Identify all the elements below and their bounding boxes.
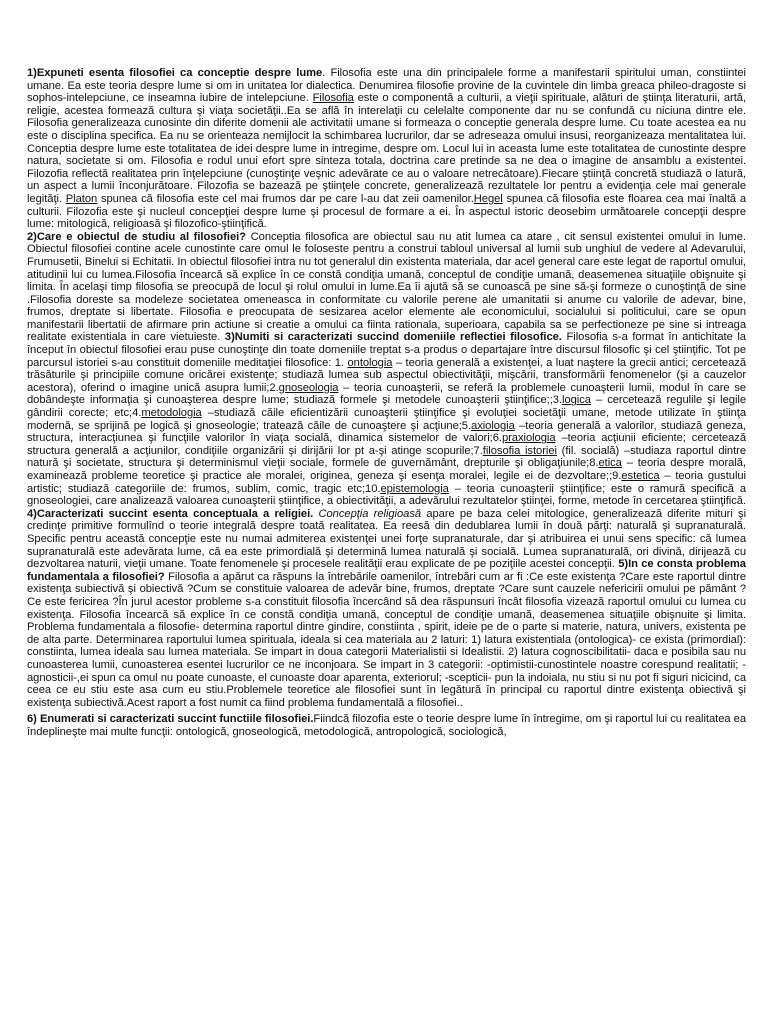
- body-text: – cercetează regulile şi legile gândirii corecte; etc;4.: [27, 394, 746, 420]
- question-heading: 3)Numiti si caracterizati succind domeniile reflectiei filosofice.: [224, 331, 562, 344]
- paragraph-2: [27, 231, 746, 710]
- question-heading: 2)Care e obiectul de studiu al filosofiei?: [27, 230, 246, 243]
- underlined-term: Filosofia: [312, 92, 354, 105]
- underlined-term: metodologia: [141, 407, 202, 420]
- body-text: apare pe baza celei mitologice, generalizează diferite mituri şi credinţe primitive formulînd o teorie integrală despre toată realitatea. Ea reesă din dedublarea lumii în două părţi: naturală şi supranaturală. Specific pentru această concepţie este nu numai admiterea existenţei unei forţe supranaturale, dar şi atribuirea ei unui sens specific: că lumea supranaturală este adevărata lume, că ea este primordială şi determină lumea naturală şi socială. Lumea supranaturală, ori divină, dirijează cu dezvoltarea naturii, vieţii umane. Toate fenomenele şi procesele realităţii erau explicate de pe poziţiile acestei concepţii.: [27, 507, 746, 571]
- body-text: Filosofia s-a format în antichitate la început în obiectul filosofiei erau puse cunoştinţe din toate domeniile treptat s-a produs o departajare între discursul filosofic şi cel ştiinţific. Tot pe parcursul istoriei s-au constituit domeniile meditaţiei filosofice: 1.: [27, 331, 746, 369]
- underlined-term: filosofia istoriei: [482, 444, 557, 457]
- paragraph-3: [27, 713, 746, 738]
- underlined-term: logica: [562, 394, 591, 407]
- body-text: – teoria cunoaşterii, se referă la problemele cunoaşterii lumii, modul în care se dobândeşte informaţia şi cunoaşterea despre lume; studiază formele şi metodele cunoaşterii ştiinţifice;;3.: [27, 381, 746, 407]
- underlined-term: gnoseologia: [278, 381, 339, 394]
- body-text: – teoria gustului artistic; studiază categoriile de: frumos, sublim, comic, tragic etc;10.: [27, 470, 746, 495]
- body-text: –studiază căile eficientizării cunoaşterii ştiinţifice şi evoluţiei societăţii umane, metode utilizate în ştiinţa modernă, se sprijină pe logică şi gnoseologie; tratează căile de cunoaştere şi acţiune;5.: [27, 407, 747, 432]
- underlined-term: estetica: [621, 470, 660, 482]
- underlined-term: praxiologia: [501, 432, 556, 445]
- underlined-term: axiologia: [471, 419, 515, 432]
- document-page: [27, 67, 746, 738]
- question-heading: 4)Caracterizati succint esenta conceptuala a religiei.: [27, 507, 314, 520]
- body-text: – teoria despre morală, examinează probleme teoretice şi practice ale moralei, originea, geneza şi esenţa moralei, legile ei de dezvoltare;;9.: [27, 457, 746, 482]
- underlined-term: Hegel: [473, 192, 503, 205]
- underlined-term: ontologia: [347, 356, 393, 369]
- body-text: este o componentă a culturii, a vieţii spirituale, alături de ştiinţa literaturii, artă, religie, acestea formează cultura şi viaţa societăţii..Ea se află în interelaţii cu celelalte componente dar nu se confundă cu niciuna dintre ele. Filosofia generalizeaza cunosinte din diferite domenii ale activitatii umane si formeaza o conceptie generala despre lume. Cu toate acestea ea nu este o disciplina specifica. Ea nu se orienteaza nemijlocit la schimbarea lucrurilor, dar se adreseaza omului insusi, reorganizeaza mentalitatea lui. Conceptia despre lume este totalitatea de idei despre lume in intregime, despre om. Locul lui in aceasta lume este totalitatea de cunostinte despre natura, societate si om. Filosofia e rodul unui efort spre sinteza totala, doctrina care pretinde sa ne dea o imagine de ansamblu a existentei. Filozofia reflectă realitatea prin înţelepciune (cunoştinţe veşnic adevărate ce au o valoare netrecătoare).Fiecare ştiinţă concretă studiază o latură, un aspect a lumii înconjurătoare. Filozofia se bazează pe ştiinţele concrete, generalizează rezultatele lor pentru a evidenţia cele mai generale legităţi.: [27, 92, 746, 205]
- body-text: Fiindcă filozofia este o teorie despre lume în întregime, om şi raportul lui cu realitatea ea îndeplineşte mai multe funcţii: ontologică, gnoseologică, metodologică, antropologică, sociologică,: [27, 713, 746, 738]
- body-text: –teoria generală a valorilor, studiază geneza, structura, interacţiunea şi funcţiile valorilor în viaţa socială, dinamica sistemelor de valori;6.: [27, 419, 746, 445]
- body-text: –teoria acţiunii eficiente; cercetează structura generală a acţiunilor, condiţiile organizării şi dirijării lor pt a-şi atinge scopurile;7.: [27, 432, 746, 457]
- body-text: Conceptia filosofica are obiectul sau nu atit lumea ca atare , cit sensul existentei omului in lume. Obiectul filosofiei contine acele cunostinte care omul le foloseste pentru a construi tabloul universal al lumii sub unghiul de vedere al Adevarului, Frumusetii, Binelui si Echitatii. In obiectul filosofiei intra nu tot generalul din existenta materiala, dar acel general care este legat de raportul omului, atitudinii lui cu lumea.Filosofia încearcă să explice în ce constă condiţia umană, conceptul de condiţie umană, deasemenea situaţiile obişnuite şi limita. În acelaşi timp filosofia se preocupă de locul şi rolul omului in lume.Ea îi ajută să se cunoască pe sine să-şi formeze o cunoştinţă de sine .Filosofia doreste sa modeleze societatea omeneasca in conformitate cu valorile perene ale umanitatii si anume cu valorile de adevar, bine, frumos, dreptate si libertate. Filosofia e preocupata de sesizarea acelor elemente ale economicului, socialului si politicului, care se opun manifestarii libertatii de afirmare prin actiune si creatie a omului ca fiinta rationala, superioara, capabila sa se perfectioneze pe sine si intreaga realitate existentiala in care vietuieste.: [27, 230, 746, 344]
- body-text: – teoria cunoaşterii ştiinţifice; este o ramură specifică a gnoseologiei, care analizează valoarea cunoaşterii ştiinţifice, a obiectivităţii, a adevărului rezultatelor ştiinţei, forme, metode în cercetarea ştiinţifică.: [27, 482, 747, 508]
- question-heading: 1)Expuneti esenta filosofiei ca conceptie despre lume: [27, 67, 323, 79]
- body-text: spunea că filosofia este floarea cea mai înaltă a culturii. Filozofia este şi nucleul concepţiei despre lume şi procesul de formare a ei. În aspectul istoric deosebim următoarele concepţii despre lume: mitologică, religioasă şi filozofico-ştiinţifică.: [27, 192, 746, 231]
- body-text: spunea că filosofia este cel mai frumos dar pe care l-au dat zeii oamenilor.: [97, 192, 474, 205]
- underlined-term: etica: [598, 457, 622, 470]
- question-heading: 6) Enumerati si caracterizati succint functiile filosofiei.: [27, 713, 314, 726]
- italic-term: Concepţia religioasă: [318, 507, 422, 520]
- question-heading: 5)In ce consta problema fundamentala a filosofiei?: [27, 558, 746, 583]
- body-text: Filosofia a apărut ca răspuns la întrebările oamenilor, întrebări cum ar fi :Ce este existenţa ?Care este raportul dintre existenţa subiectivă şi obiectivă ?Cum se constituie valoarea de adevăr bine, frumos, dreptate ?Care sunt cauzele nefericirii omului pe pământ ?Ce este fericirea ?În jurul acestor probleme s-a constituit filosofia încercând să dea răspunsuri încât filosofia vizează raportul omului cu lumea cu existenţa. Filosofia încearcă să explice în ce constă condiţia umană, conceptul de condiţie umană, deasemenea situaţiile obişnuite şi limita. Problema fundamentala a filosofie- determina raportul dintre gindire, constiinta , spirit, ideie pe de o parte si materie, natura, univers, existenta pe de alta parte. Determinarea raportului lumea spirituala, ideala si cea materiala au 2 laturi: 1) latura existentiala (ontologica)- ce exista (primordial): constiinta, lumea ideala sau lumea materiala. Se impart in doua categorii Materialistii si Idealistii. 2) latura cognoscibilitatii- daca e posibila sau nu cunoasterea lumii, cunoasterea esentei lucrurilor ce ne inconjoara. Se impart in 3 categorii: -optimistii-cunostintele noastre corespund realitatii; -agnosticii-,ei spun ca omul nu poate cunoaste, el cunoaste doar aparenta, exteriorul; -scepticii- pun la indoiala, nu stiu si nu pot fi siguri nicicind, ca ceea ce eu stiu este asa cum eu stiu.Problemele teoretice ale filosofiei sunt în legătură în principal cu raportul dintre existenţa obiectivă şi existenţa subiectivă.Acest raport a fost numit ca fiind problema fundamentală a filosofiei..: [27, 570, 746, 709]
- paragraph-1: [27, 67, 746, 231]
- body-text: – teoria generală a existenţei, a luat naştere la grecii antici; cercetează trăsăturile şi principiile comune oricărei existenţe; studiază lumea sub aspectul obiectivităţii, mişcării, transformării fenomenelor (şi a cauzelor acestora), oferind o imagine unică asupra lumii;2.: [27, 356, 746, 394]
- underlined-term: epistemologia: [380, 482, 449, 495]
- underlined-term: Platon: [65, 192, 98, 205]
- body-text: (fil. socială) –studiaza raportul dintre natură şi societate, structura şi determinismul vieţii sociale, formele de guvernământ, drepturile şi obligaţiunile;8.: [27, 444, 746, 470]
- body-text: . Filosofia este una din principalele forme a manifestarii spiritului uman, constiintei umane. Ea este teoria despre lume si om in unitatea lor dialectica. Denumirea filosofie provine de la cuvintele din limba greaca phileo-dragoste si sophos-intelepciune, ce inseamna iubire de intelepciune.: [27, 67, 746, 105]
